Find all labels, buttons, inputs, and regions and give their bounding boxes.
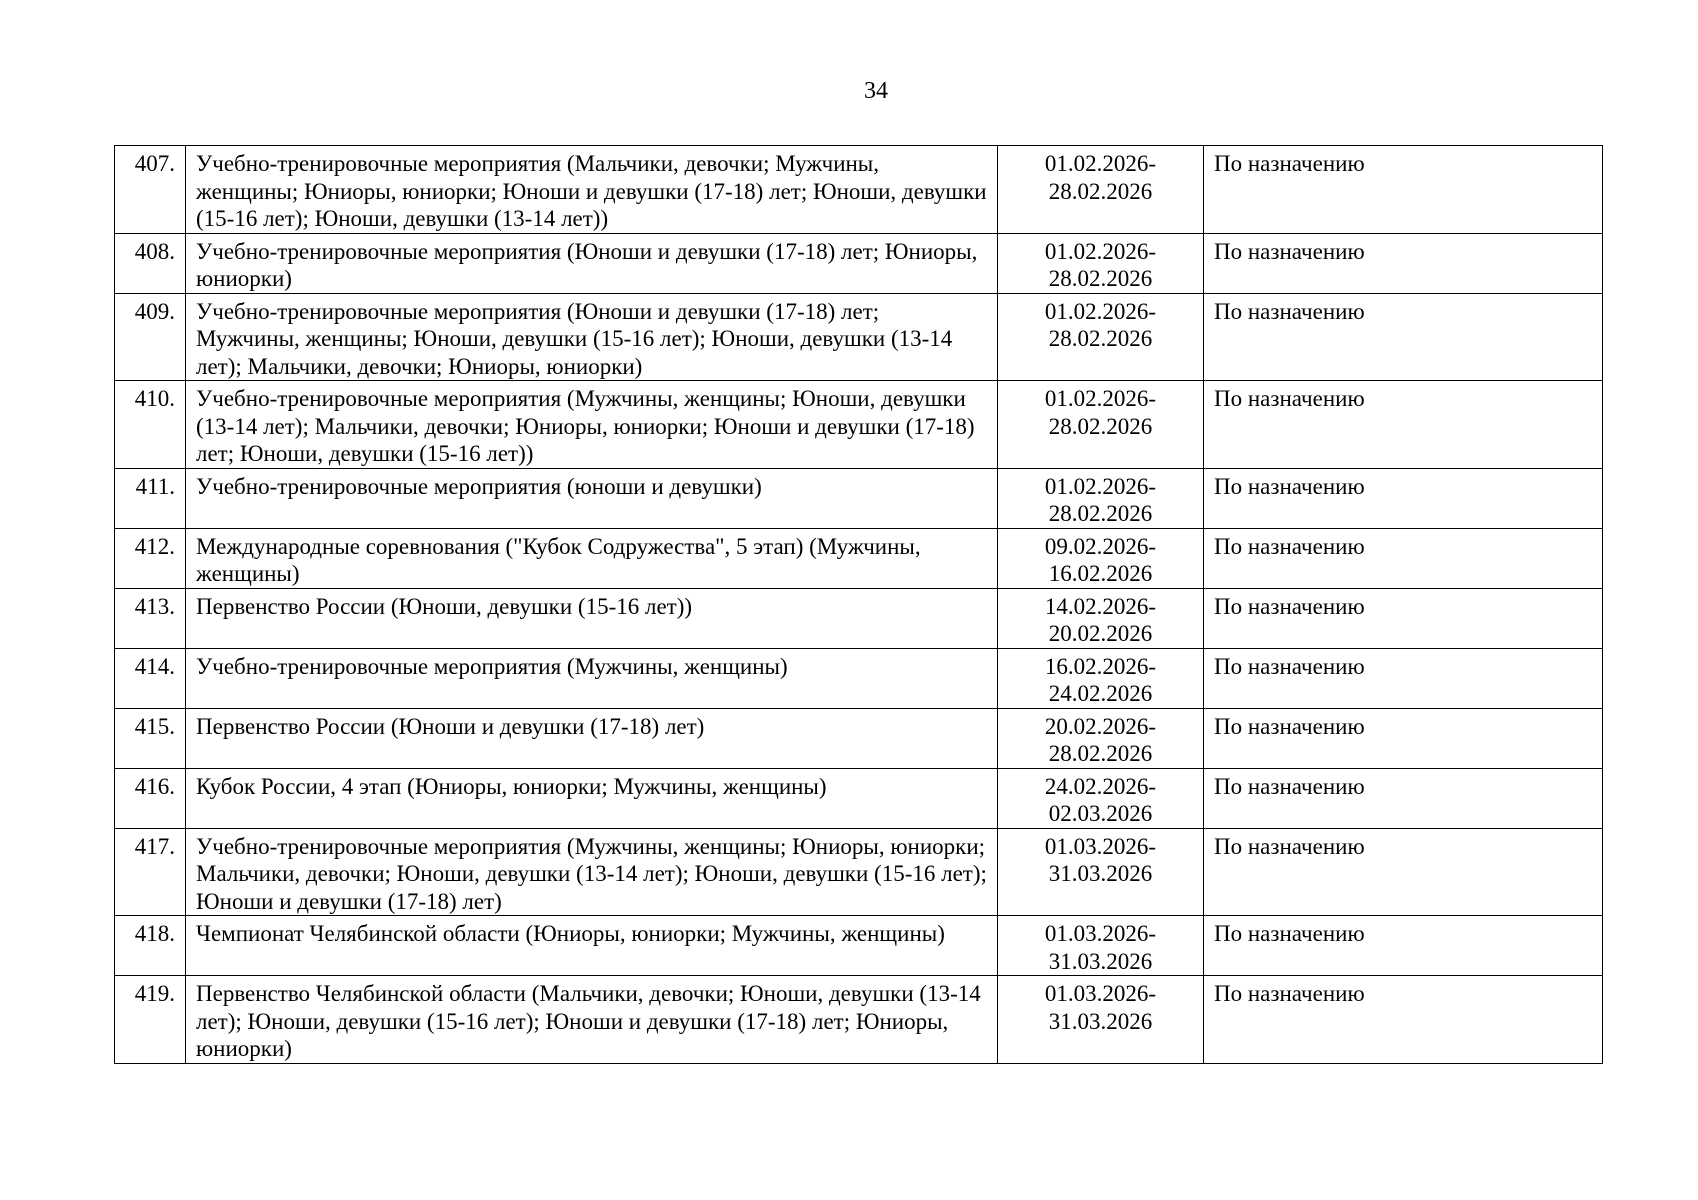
row-number: 410.	[115, 381, 186, 469]
event-dates	[998, 768, 1204, 828]
event-dates	[998, 293, 1204, 381]
table-row	[115, 293, 1603, 381]
event-executor: По назначению	[1204, 708, 1603, 768]
date-start: 01.03.2026-	[1044, 981, 1157, 1006]
row-number: 417.	[115, 828, 186, 916]
event-dates	[998, 588, 1204, 648]
event-dates	[998, 708, 1204, 768]
table-row	[115, 916, 1603, 976]
event-executor: По назначению	[1204, 768, 1603, 828]
event-name: Учебно-тренировочные мероприятия (Мужчины, женщины)	[186, 648, 998, 708]
event-executor: По назначению	[1204, 976, 1603, 1064]
date-end: 24.02.2026	[1048, 681, 1153, 706]
date-end: 28.02.2026	[1048, 741, 1153, 766]
event-name: Учебно-тренировочные мероприятия (Мужчины, женщины; Юниоры, юниорки; Мальчики, девочки; Юноши, девушки (13-14 лет); Юноши, девушки (15-16 лет); Юноши и девушки (17-18) лет)	[186, 828, 998, 916]
event-name: Учебно-тренировочные мероприятия (Юноши и девушки (17-18) лет; Мужчины, женщины; Юноши, девушки (15-16 лет); Юноши, девушки (13-14 лет); Мальчики, девочки; Юниоры, юниорки)	[186, 293, 998, 381]
event-name: Международные соревнования ("Кубок Содружества", 5 этап) (Мужчины, женщины)	[186, 528, 998, 588]
date-end: 28.02.2026	[1048, 501, 1153, 526]
date-start: 01.02.2026-	[1044, 151, 1157, 176]
event-executor: По назначению	[1204, 588, 1603, 648]
row-number: 415.	[115, 708, 186, 768]
event-dates	[998, 976, 1204, 1064]
event-executor: По назначению	[1204, 146, 1603, 234]
event-dates	[998, 233, 1204, 293]
table-row	[115, 233, 1603, 293]
date-end: 31.03.2026	[1048, 861, 1153, 886]
date-start: 01.02.2026-	[1044, 298, 1157, 324]
date-start: 20.02.2026-	[1044, 713, 1157, 739]
event-name: Учебно-тренировочные мероприятия (Юноши и девушки (17-18) лет; Юниоры, юниорки)	[186, 233, 998, 293]
event-dates	[998, 528, 1204, 588]
date-end: 20.02.2026	[1048, 621, 1153, 646]
table-row	[115, 528, 1603, 588]
row-number: 408.	[115, 233, 186, 293]
table-row	[115, 708, 1603, 768]
table-row	[115, 976, 1603, 1064]
event-executor: По назначению	[1204, 381, 1603, 469]
table-row	[115, 768, 1603, 828]
row-number: 414.	[115, 648, 186, 708]
event-name: Первенство России (Юноши, девушки (15-16 лет))	[186, 588, 998, 648]
event-name: Учебно-тренировочные мероприятия (Мужчины, женщины; Юноши, девушки (13-14 лет); Мальчики, девочки; Юниоры, юниорки; Юноши и девушки (17-18) лет; Юноши, девушки (15-16 лет))	[186, 381, 998, 469]
date-start: 09.02.2026-	[1044, 533, 1157, 559]
event-executor: По назначению	[1204, 293, 1603, 381]
row-number: 413.	[115, 588, 186, 648]
event-name: Чемпионат Челябинской области (Юниоры, юниорки; Мужчины, женщины)	[186, 916, 998, 976]
date-end: 31.03.2026	[1048, 948, 1153, 974]
date-end: 16.02.2026	[1048, 561, 1153, 586]
event-name: Кубок России, 4 этап (Юниоры, юниорки; Мужчины, женщины)	[186, 768, 998, 828]
table-body	[115, 146, 1603, 1064]
date-end: 02.03.2026	[1048, 801, 1153, 826]
table-row	[115, 381, 1603, 469]
date-end: 28.02.2026	[1048, 413, 1153, 439]
event-dates	[998, 468, 1204, 528]
event-name: Первенство Челябинской области (Мальчики, девочки; Юноши, девушки (13-14 лет); Юноши, девушки (15-16 лет); Юноши и девушки (17-18) лет; Юниоры, юниорки)	[186, 976, 998, 1064]
events-table	[114, 145, 1603, 1064]
date-start: 24.02.2026-	[1044, 773, 1157, 799]
date-start: 01.02.2026-	[1044, 238, 1157, 264]
date-start: 14.02.2026-	[1044, 593, 1157, 619]
event-dates	[998, 828, 1204, 916]
event-dates	[998, 381, 1204, 469]
table-row	[115, 828, 1603, 916]
row-number: 412.	[115, 528, 186, 588]
event-dates	[998, 146, 1204, 234]
date-start: 01.03.2026-	[1044, 833, 1157, 859]
date-end: 31.03.2026	[1048, 1008, 1153, 1034]
date-start: 01.02.2026-	[1044, 473, 1157, 499]
row-number: 409.	[115, 293, 186, 381]
row-number: 407.	[115, 146, 186, 234]
row-number: 419.	[115, 976, 186, 1064]
date-end: 28.02.2026	[1048, 326, 1153, 351]
event-dates	[998, 916, 1204, 976]
row-number: 418.	[115, 916, 186, 976]
page-number: 34	[864, 78, 888, 104]
date-end: 28.02.2026	[1048, 178, 1153, 204]
event-executor: По назначению	[1204, 528, 1603, 588]
event-executor: По назначению	[1204, 916, 1603, 976]
date-start: 01.03.2026-	[1044, 921, 1157, 946]
event-executor: По назначению	[1204, 828, 1603, 916]
table-row	[115, 468, 1603, 528]
event-executor: По назначению	[1204, 233, 1603, 293]
row-number: 411.	[115, 468, 186, 528]
table-row	[115, 146, 1603, 234]
table-row	[115, 648, 1603, 708]
event-name: Первенство России (Юноши и девушки (17-18) лет)	[186, 708, 998, 768]
event-name: Учебно-тренировочные мероприятия (юноши и девушки)	[186, 468, 998, 528]
table-row	[115, 588, 1603, 648]
event-dates	[998, 648, 1204, 708]
event-name: Учебно-тренировочные мероприятия (Мальчики, девочки; Мужчины, женщины; Юниоры, юниорки; Юноши и девушки (17-18) лет; Юноши, девушки (15-16 лет); Юноши, девушки (13-14 лет))	[186, 146, 998, 234]
row-number: 416.	[115, 768, 186, 828]
date-end: 28.02.2026	[1048, 266, 1153, 291]
date-start: 16.02.2026-	[1044, 653, 1157, 679]
event-executor: По назначению	[1204, 648, 1603, 708]
date-start: 01.02.2026-	[1044, 386, 1157, 411]
event-executor: По назначению	[1204, 468, 1603, 528]
